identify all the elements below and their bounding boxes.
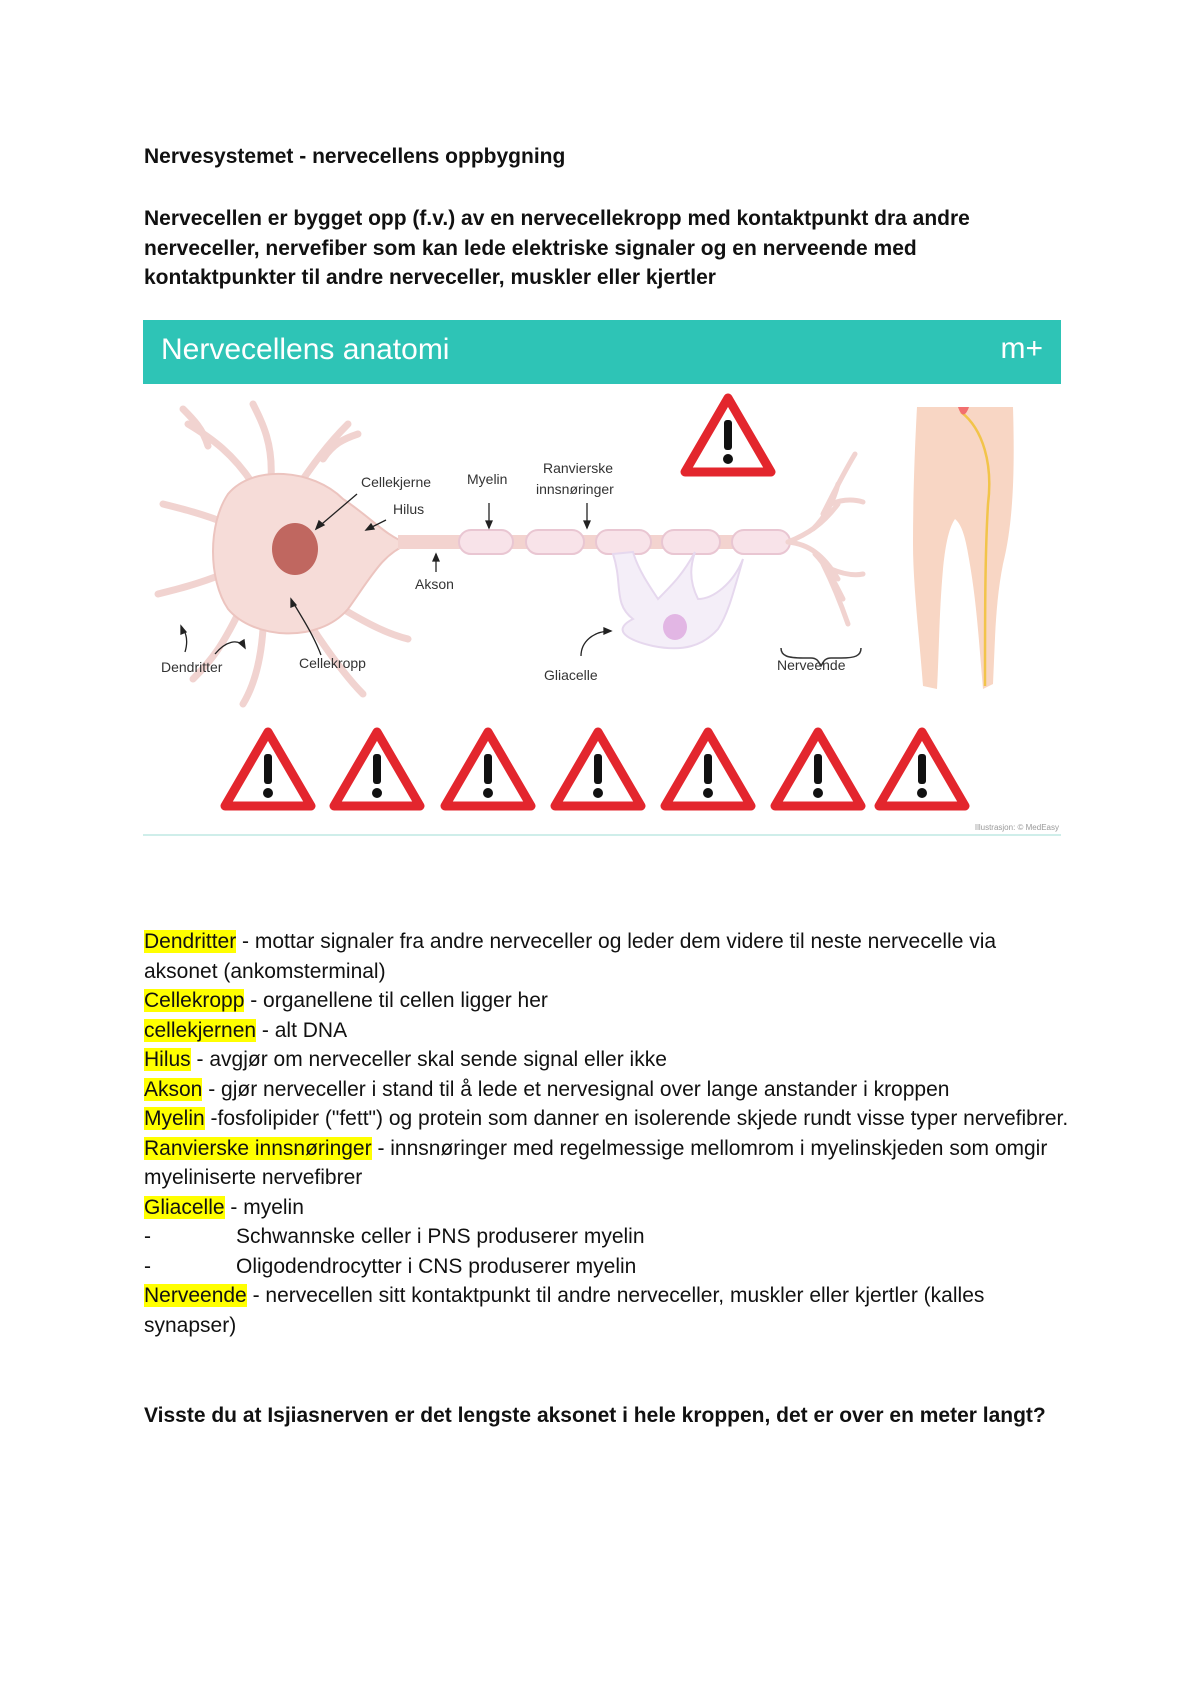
- warning-icon: [225, 732, 311, 806]
- neuron-diagram: [143, 384, 1061, 824]
- warning-icon: [685, 398, 771, 472]
- nucleus: [272, 523, 318, 575]
- definition-text: - gjør nerveceller i stand til å lede et nervesignal over lange anstander i kroppen: [202, 1077, 950, 1101]
- definition-text: - innsnøringer med regelmessige mellomrom i myelinskjeden som omgir myeliniserte nervefibrer: [144, 1136, 1048, 1189]
- document-title: Nervesystemet - nervecellens oppbygning: [144, 145, 566, 168]
- intro-paragraph: Nervecellen er bygget opp (f.v.) av en nervecellekropp med kontaktpunkt dra andre nerveceller, nervefiber som kan lede elektriske signaler og en nerveende med kontaktpunkter til andre nerveceller, muskler eller kjertler: [144, 207, 970, 289]
- closing-fact: Visste du at Isjiasnerven er det lengste aksonet i hele kroppen, det er over en meter langt?: [144, 1404, 1046, 1427]
- definition-term: cellekjernen: [144, 1018, 257, 1042]
- definition-term: Gliacelle: [144, 1195, 225, 1219]
- warning-icon: [665, 732, 751, 806]
- definition-item: [144, 1134, 1074, 1193]
- definitions-list: [144, 927, 1074, 1340]
- label-cellekropp: Cellekropp: [299, 655, 366, 671]
- label-ranvierske-2: innsnøringer: [536, 481, 614, 497]
- sub-item: [144, 1252, 1074, 1282]
- figure-header: [143, 320, 1061, 384]
- myelin-segments: [459, 530, 790, 554]
- figure-title: Nervecellens anatomi: [161, 333, 450, 366]
- definition-term: Nerveende: [144, 1284, 247, 1307]
- definition-text: - mottar signaler fra andre nerveceller og leder dem videre til neste nervecelle via aksonet (ankomsterminal): [144, 930, 997, 983]
- neuron-figure: [143, 320, 1061, 840]
- label-akson: Akson: [415, 576, 454, 592]
- sub-item-text: Oligodendrocytter i CNS produserer myelin: [236, 1254, 637, 1278]
- figure-credit: Illustrasjon: © MedEasy: [974, 823, 1059, 832]
- definition-text: - nervecellen sitt kontaktpunkt til andre nerveceller, muskler eller kjertler (kalles synapser): [144, 1284, 985, 1337]
- label-ranvierske-1: Ranvierske: [543, 460, 614, 476]
- label-gliacelle: Gliacelle: [544, 667, 598, 683]
- sub-item: [144, 1222, 1074, 1252]
- definition-item: [144, 1193, 1074, 1223]
- definition-item: [144, 927, 1074, 986]
- brand-logo: m+: [1000, 332, 1043, 365]
- warning-icon: [555, 732, 641, 806]
- legs-illustration: [913, 407, 1014, 689]
- definition-term: Cellekropp: [144, 989, 245, 1012]
- definition-term: Hilus: [144, 1048, 191, 1071]
- definition-text: - myelin: [224, 1195, 304, 1219]
- definition-term: Akson: [144, 1077, 203, 1101]
- warning-icon: [879, 732, 965, 806]
- sub-item-dash: -: [144, 1254, 151, 1278]
- definition-item: [144, 1045, 1074, 1075]
- label-dendritter: Dendritter: [161, 659, 223, 675]
- label-hilus: Hilus: [393, 501, 425, 517]
- definition-item: [144, 1016, 1074, 1046]
- warning-icon: [775, 732, 861, 806]
- definition-text: - avgjør om nerveceller skal sende signal eller ikke: [190, 1048, 667, 1071]
- definition-item: [144, 1281, 1074, 1340]
- nerve-ending: [788, 454, 863, 624]
- definition-text: - organellene til cellen ligger her: [244, 989, 548, 1012]
- definition-item: [144, 1075, 1074, 1105]
- glial-cell: [613, 552, 743, 648]
- label-nerveende: Nerveende: [777, 657, 846, 673]
- sub-item-text: Schwannske celler i PNS produserer myelin: [236, 1225, 645, 1248]
- definition-text: - alt DNA: [256, 1018, 348, 1042]
- sub-item-dash: -: [144, 1225, 151, 1248]
- label-cellekjerne: Cellekjerne: [361, 474, 432, 490]
- definition-item: [144, 986, 1074, 1016]
- figure-divider: [143, 834, 1061, 836]
- definition-term: Myelin: [144, 1107, 205, 1130]
- label-myelin: Myelin: [467, 471, 508, 487]
- definition-item: [144, 1104, 1074, 1134]
- warning-icon: [334, 732, 420, 806]
- axon: [398, 535, 788, 549]
- definition-term: Ranvierske innsnøringer: [144, 1136, 372, 1160]
- warning-icon: [445, 732, 531, 806]
- definition-text: -fosfolipider ("fett") og protein som danner en isolerende skjede rundt visse typer nervefibrer.: [204, 1107, 1069, 1130]
- definition-term: Dendritter: [144, 930, 237, 953]
